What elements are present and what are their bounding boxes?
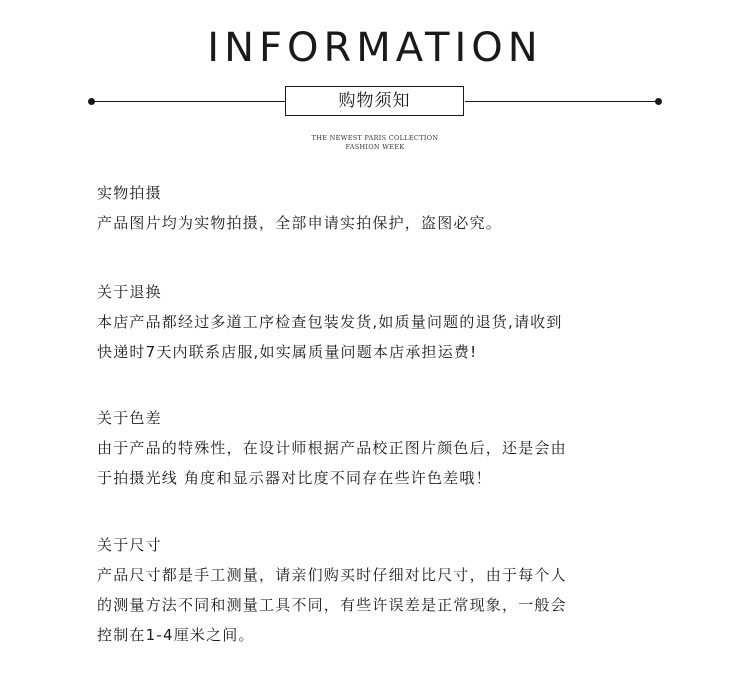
page-title: INFORMATION <box>207 25 543 71</box>
section-sizes <box>97 530 667 650</box>
section-returns <box>97 277 667 367</box>
section-text-line: 的测量方法不同和测量工具不同，有些许误差是正常现象，一般会 <box>97 596 567 614</box>
divider-line-left <box>92 101 285 102</box>
section-text-line: 本店产品都经过多道工序检查包装发货,如质量问题的退货,请收到 <box>97 313 563 331</box>
section-text-line: 快递时7天内联系店服,如实属质量问题本店承担运费! <box>97 343 478 361</box>
divider-dot-right <box>655 98 662 105</box>
section-heading: 关于尺寸 <box>97 536 162 554</box>
section-text-line: 控制在1-4厘米之间。 <box>97 626 255 644</box>
section-photos <box>97 178 667 238</box>
section-heading: 实物拍摄 <box>97 184 162 202</box>
subtitle-box: 购物须知 <box>285 86 464 116</box>
collection-caption <box>0 134 750 152</box>
collection-line-2: FASHION WEEK <box>345 143 405 151</box>
section-text-line: 产品图片均为实物拍摄，全部申请实拍保护，盗图必究。 <box>97 214 503 232</box>
section-color-difference <box>97 403 667 493</box>
collection-line-1: THE NEWEST PARIS COLLECTION <box>311 134 439 142</box>
section-text-line: 由于产品的特殊性，在设计师根据产品校正图片颜色后，还是会由 <box>97 439 567 457</box>
section-text-line: 于拍摄光线 角度和显示器对比度不同存在些许色差哦！ <box>97 469 492 487</box>
section-heading: 关于色差 <box>97 409 162 427</box>
section-text-line: 产品尺寸都是手工测量，请亲们购买时仔细对比尺寸，由于每个人 <box>97 566 567 584</box>
divider-line-right <box>465 101 658 102</box>
section-heading: 关于退换 <box>97 283 162 301</box>
